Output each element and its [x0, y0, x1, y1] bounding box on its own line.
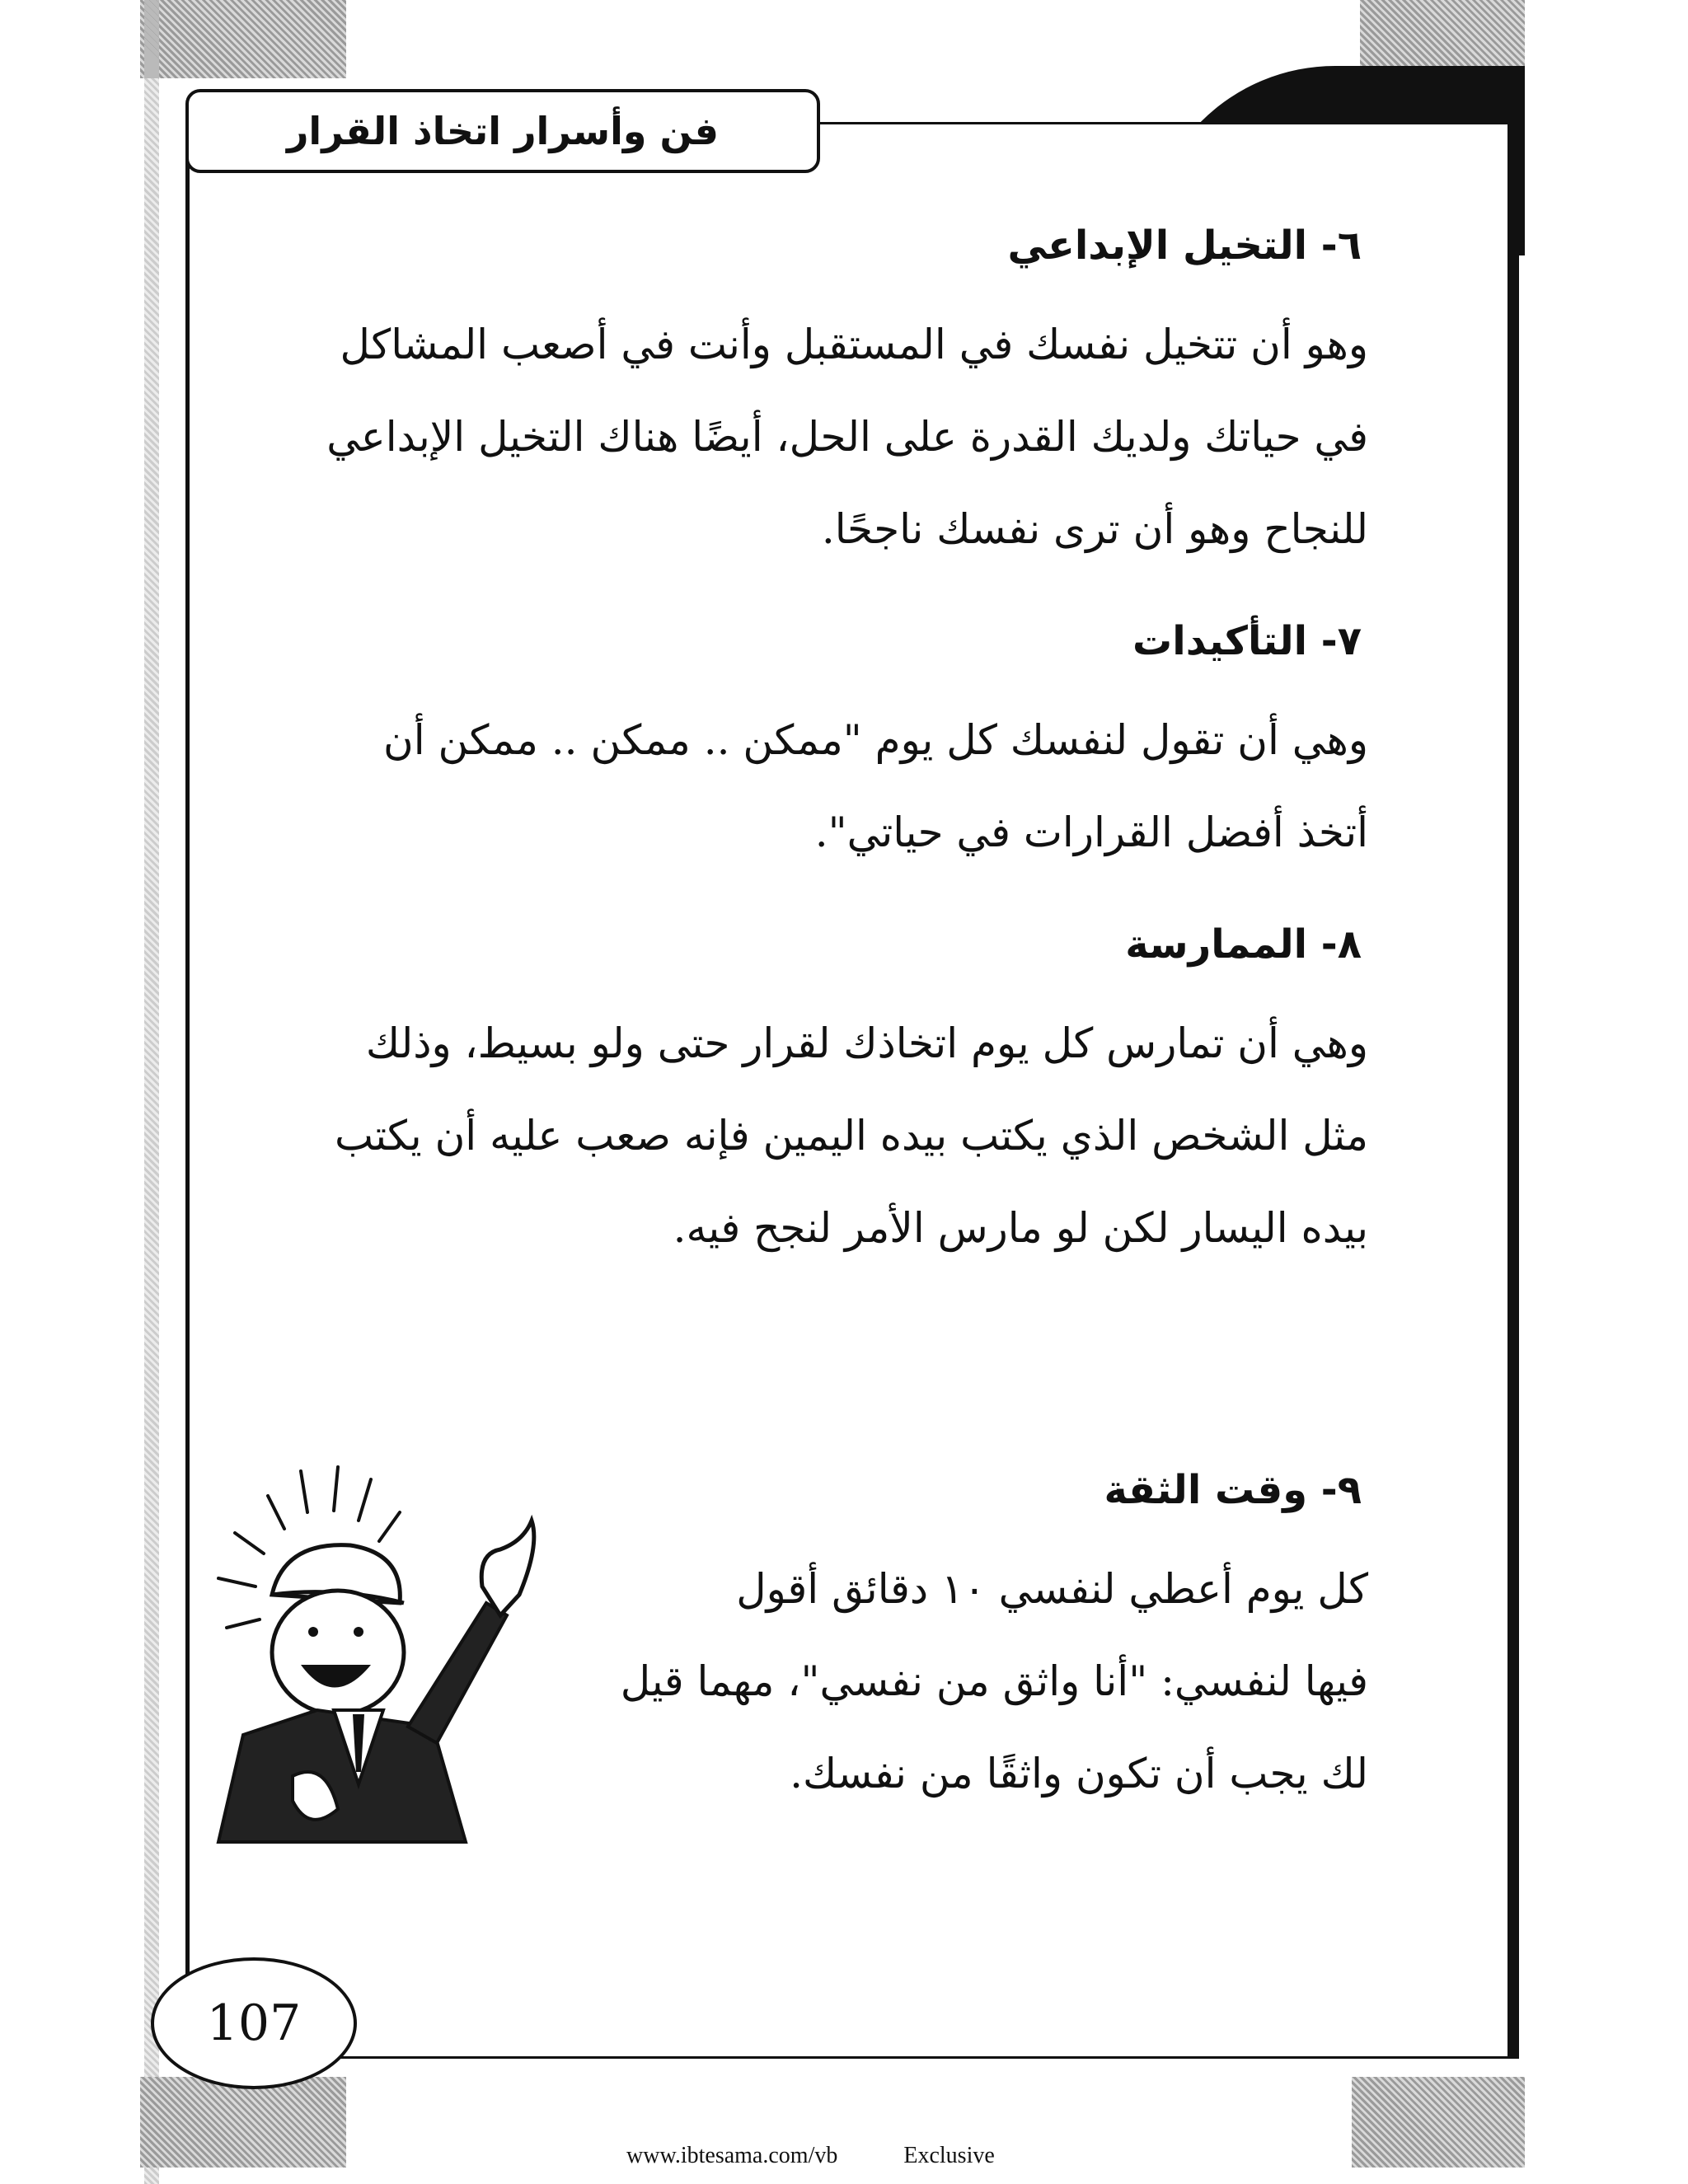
section-heading: ٦- التخيل الإبداعي: [1007, 223, 1362, 269]
corner-texture-top-right: [1360, 0, 1525, 70]
cheerful-man-illustration: [194, 1463, 589, 1850]
section-paragraph: وهي أن تقول لنفسك كل يوم "ممكن .. ممكن .. ممكن أن أتخذ أفضل القرارات في حياتي".: [383, 716, 1368, 856]
section-heading: ٧- التأكيدات: [1132, 618, 1362, 664]
page-number: 107: [206, 1994, 302, 2052]
corner-texture-bottom-right: [1352, 2077, 1525, 2168]
page-header-title: [185, 89, 820, 173]
section-confidence-time: [602, 1467, 1368, 1820]
footer-label: Exclusive: [903, 2143, 995, 2168]
section-paragraph: كل يوم أعطي لنفسي ١٠ دقائق أقول فيها لنفسي: "أنا واثق من نفسي"، مهما قيل لك يجب أن تكون واثقًا من نفسك.: [620, 1565, 1368, 1797]
footer-url: www.ibtesama.com/vb: [626, 2143, 838, 2168]
corner-texture-bottom-left: [140, 2077, 346, 2168]
book-title: فن وأسرار اتخاذ القرار: [286, 109, 720, 153]
page-number-badge: [151, 1957, 357, 2089]
corner-texture-top-left: [140, 0, 346, 78]
section-paragraph: وهو أن تتخيل نفسك في المستقبل وأنت في أصعب المشاكل في حياتك ولديك القدرة على الحل، أيضًا هناك التخيل الإبداعي للنجاح وهو أن ترى نفسك ناجحًا.: [326, 321, 1368, 553]
section-heading: ٨- الممارسة: [1125, 921, 1362, 968]
footer: [626, 2143, 1121, 2169]
section-heading: ٩- وقت الثقة: [1104, 1467, 1362, 1513]
page-content: [223, 223, 1368, 1317]
section-affirmations: [223, 618, 1368, 879]
section-paragraph: وهي أن تمارس كل يوم اتخاذك لقرار حتى ولو بسيط، وذلك مثل الشخص الذي يكتب بيده اليمين فإنه صعب عليه أن يكتب بيده اليسار لكن لو مارس الأمر لنجح فيه.: [334, 1019, 1368, 1252]
left-margin-texture: [144, 0, 159, 2184]
section-creative-imagination: [223, 223, 1368, 575]
section-practice: [223, 921, 1368, 1274]
